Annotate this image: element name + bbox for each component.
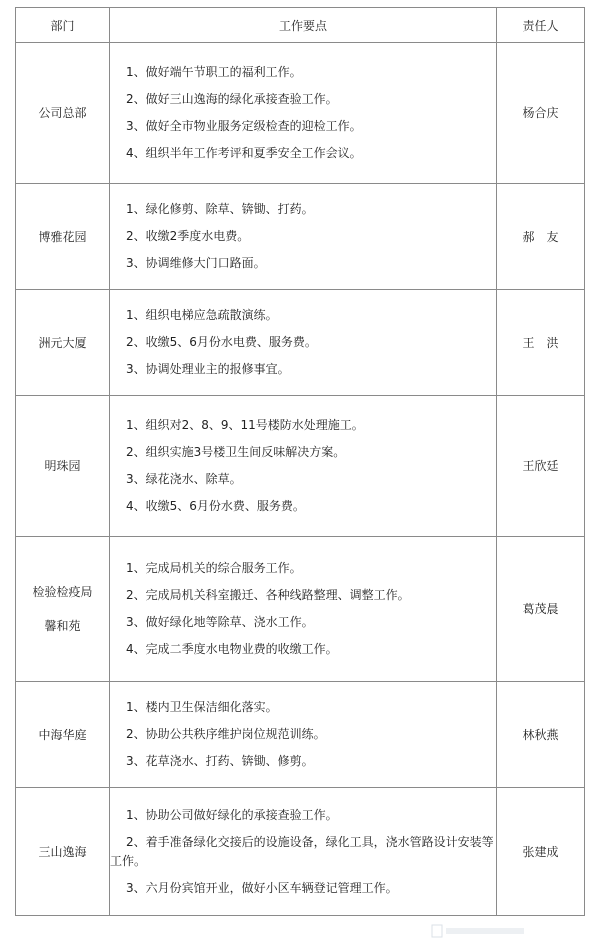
task-item: 3、做好绿化地等除草、浇水工作。 [126, 615, 314, 629]
task-item: 2、协助公共秩序维护岗位规范训练。 [126, 727, 326, 741]
department-name: 检验检疫局 [32, 585, 93, 599]
department-name: 博雅花园 [38, 229, 87, 244]
department-cell [16, 682, 110, 788]
department-cell [16, 290, 110, 396]
header-owner: 责任人 [497, 8, 585, 43]
header-department: 部门 [16, 8, 110, 43]
department-name: 馨和苑 [44, 619, 81, 633]
tasks-cell [110, 396, 497, 537]
task-item: 1、绿化修剪、除草、锛锄、打药。 [126, 202, 314, 216]
task-item: 1、楼内卫生保洁细化落实。 [126, 700, 278, 714]
owner-cell: 杨合庆 [497, 43, 585, 184]
owner-cell: 林秋燕 [497, 682, 585, 788]
owner-cell: 张建成 [497, 788, 585, 916]
table-row [16, 290, 585, 396]
department-cell [16, 184, 110, 290]
table-row [16, 682, 585, 788]
work-plan-table [15, 7, 585, 916]
table-row [16, 537, 585, 682]
table-row [16, 184, 585, 290]
tasks-cell [110, 184, 497, 290]
department-cell [16, 788, 110, 916]
department-cell [16, 396, 110, 537]
task-item: 1、组织电梯应急疏散演练。 [126, 308, 278, 322]
owner-cell: 葛茂晨 [497, 537, 585, 682]
department-name: 中海华庭 [38, 727, 87, 742]
task-item: 2、组织实施3号楼卫生间反味解决方案。 [126, 445, 346, 459]
task-item: 1、做好端午节职工的福利工作。 [126, 65, 302, 79]
tasks-cell [110, 537, 497, 682]
task-item: 1、完成局机关的综合服务工作。 [126, 561, 302, 575]
tasks-cell [110, 43, 497, 184]
owner-cell: 郝 友 [497, 184, 585, 290]
tasks-cell [110, 788, 497, 916]
tasks-cell [110, 682, 497, 788]
task-item: 4、收缴5、6月份水费、服务费。 [126, 499, 305, 513]
department-name: 三山逸海 [38, 844, 87, 859]
department-name: 公司总部 [38, 106, 87, 120]
task-item: 2、着手准备绿化交接后的设施设备，绿化工具，浇水管路设计安装等工作。 [110, 834, 494, 868]
watermark-icon [430, 922, 530, 940]
table-row [16, 788, 585, 916]
department-cell [16, 537, 110, 682]
task-item: 2、收缴5、6月份水电费、服务费。 [126, 335, 317, 349]
task-item: 3、六月份宾馆开业，做好小区车辆登记管理工作。 [126, 880, 398, 895]
task-item: 3、协调维修大门口路面。 [126, 256, 266, 270]
owner-cell: 王欣廷 [497, 396, 585, 537]
task-item: 4、完成二季度水电物业费的收缴工作。 [126, 642, 338, 656]
owner-cell: 王 洪 [497, 290, 585, 396]
table-row [16, 43, 585, 184]
table-row [16, 396, 585, 537]
department-cell [16, 43, 110, 184]
task-item: 3、做好全市物业服务定级检查的迎检工作。 [126, 119, 362, 133]
header-row [16, 8, 585, 43]
task-item: 2、做好三山逸海的绿化承接查验工作。 [126, 92, 338, 106]
task-item: 3、花草浇水、打药、锛锄、修剪。 [126, 754, 314, 768]
task-item: 2、完成局机关科室搬迁、各种线路整理、调整工作。 [126, 588, 410, 602]
header-tasks: 工作要点 [110, 8, 497, 43]
task-item: 1、组织对2、8、9、11号楼防水处理施工。 [126, 418, 364, 432]
department-name: 洲元大厦 [38, 335, 87, 350]
tasks-cell [110, 290, 497, 396]
task-item: 2、收缴2季度水电费。 [126, 229, 250, 243]
task-item: 4、组织半年工作考评和夏季安全工作会议。 [126, 146, 362, 160]
task-item: 3、协调处理业主的报修事宜。 [126, 362, 290, 376]
department-name: 明珠园 [44, 459, 81, 473]
task-item: 3、绿花浇水、除草。 [126, 472, 242, 486]
task-item: 1、协助公司做好绿化的承接查验工作。 [126, 807, 338, 822]
